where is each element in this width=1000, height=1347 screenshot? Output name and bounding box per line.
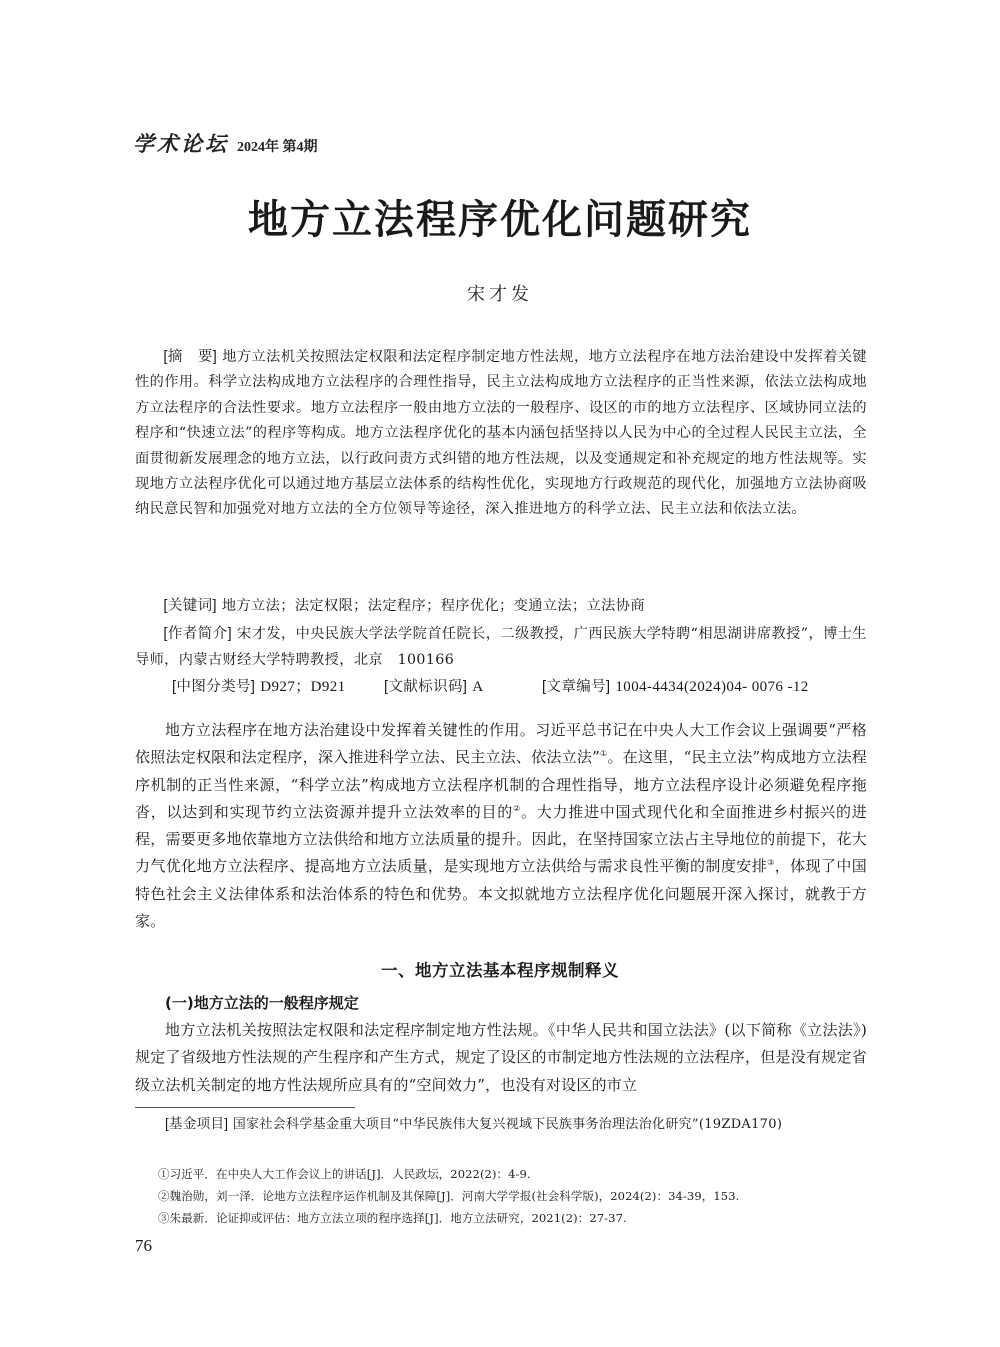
intro-text-4: ，体现了中国特色社会主义法律体系和法治体系的特色和优势。本文拟就地方立法程序优化问题展开深入探讨，就教于方家。 [135,857,867,931]
abstract-label: [摘 要] [163,349,218,365]
keywords [135,594,867,620]
intro-text-3: 。大力推进中国式现代化和全面推进乡村振兴的进程，需要更多地依靠地方立法供给和地方立法质量的提升。因此，在坚持国家立法占主导地位的前提下，花大力气优化地方立法程序、提高地方立法质量，是实现地方立法供给与需求良性平衡的制度安排 [135,802,868,876]
footnote-ref-3[interactable]: ③ [767,858,775,868]
article-number [542,675,809,701]
article-title: 地方立法程序优化问题研究 [248,197,752,243]
footnote-divider [135,1107,355,1108]
journal-header [133,128,318,158]
article-number-label: [文章编号] [542,679,611,695]
keywords-text: 地方立法；法定权限；法定程序；程序优化；变通立法；立法协商 [221,598,645,614]
journal-issue: 2024年 第4期 [237,140,318,155]
intro-paragraph [135,717,867,935]
journal-name: 学术论坛 [133,131,229,156]
author-bio [135,622,867,673]
page-number: 76 [135,1236,152,1255]
footnote-2: ②魏治勋，刘一泽．论地方立法程序运作机制及其保障[J]．河南大学学报(社会科学版)，2024(2)：34-39，153. [158,1189,740,1203]
clc-label: [中图分类号] [172,679,256,695]
footnote-3: ③朱最新．论证抑或评估：地方立法立项的程序选择[J]．地方立法研究，2021(2)：27-37. [158,1211,627,1225]
abstract-text: 地方立法机关按照法定权限和法定程序制定地方性法规，地方立法程序在地方法治建设中发挥着关键性的作用。科学立法构成地方立法程序的合理性指导，民主立法构成地方立法程序的正当性来源，依法立法构成地方立法程序的合法性要求。地方立法程序一般由地方立法的一般程序、设区的市的地方立法程序、区域协同立法的程序和“快速立法”的程序等构成。地方立法程序优化的基本内涵包括坚持以人民为中心的全过程人民民主立法，全面贯彻新发展理念的地方立法，以行政问责方式纠错的地方性法规，以及变通规定和补充规定的地方性法规等。实现地方立法程序优化可以通过地方基层立法体系的结构性优化，实现地方行政规范的现代化，加强地方立法协商吸纳民意民智和加强党对地方立法的全方位领导等途径，深入推进地方的科学立法、民主立法和依法立法。 [135,349,867,518]
keywords-label: [关键词] [163,598,217,614]
intro-text-2: 。在这里，“民主立法”构成地方立法程序机制的正当性来源，“科学立法”构成地方立法程序机制的合理性指导，地方立法程序设计必须避免程序拖沓，以达到和实现节约立法资源并提升立法效率的目的 [135,748,867,821]
funding-text: 国家社会科学基金重大项目“中华民族伟大复兴视域下民族事务治理法治化研究”(19ZDA170) [232,1117,783,1132]
funding-label: [基金项目] [165,1116,229,1131]
section-paragraph: 地方立法机关按照法定权限和法定程序制定地方性法规。《中华人民共和国立法法》(以下简称《立法法》)规定了省级地方性法规的产生程序和产生方式，规定了设区的市制定地方性法规的立法程序，但是没有规定省级立法机关制定的地方性法规所应具有的“空间效力”，也没有对设区的市立 [135,1021,867,1094]
document-code [384,675,542,701]
section-heading: 一、地方立法基本程序规制释义 [381,961,619,980]
subsection-heading: (一)地方立法的一般程序规定 [165,994,359,1012]
footnote-ref-1[interactable]: ① [599,749,608,759]
funding-note [165,1112,782,1132]
abstract [135,345,867,523]
author-bio-text: 宋才发，中央民族大学法学院首任院长，二级教授，广西民族大学特聘“相思湖讲席教授”，博士生导师，内蒙古财经大学特聘教授，北京 100166 [135,626,867,668]
document-code-label: [文献标识码] [384,679,468,695]
author-bio-label: [作者简介] [163,626,233,642]
classification-line [135,675,867,701]
clc-number [172,675,384,701]
article-number-value: 1004-4434(2024)04- 0076 -12 [615,679,809,695]
intro-text-1: 地方立法程序在地方法治建设中发挥着关键性的作用。习近平总书记在中央人大工作会议上强调要“严格依照法定权限和法定程序，深入推进科学立法、民主立法、依法立法” [135,721,867,767]
document-code-value: A [472,679,484,695]
clc-value: D927；D921 [260,679,346,695]
footnote-ref-2[interactable]: ② [513,803,521,813]
article-author: 宋才发 [467,284,533,305]
footnote-1: ①习近平．在中央人大工作会议上的讲话[J]．人民政坛，2022(2)：4-9. [158,1167,531,1181]
